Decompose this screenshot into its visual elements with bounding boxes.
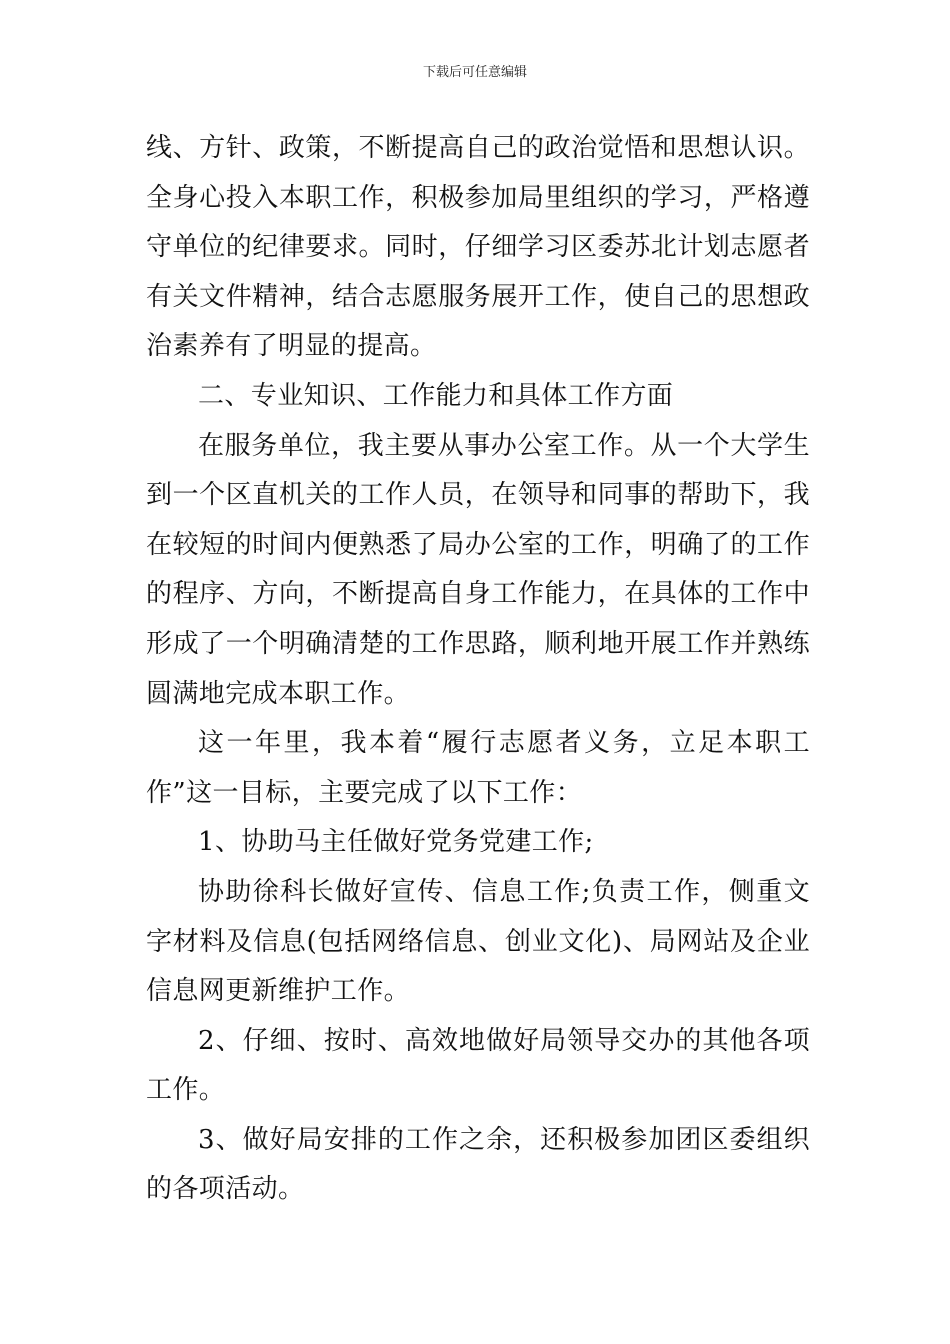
list-item-1: 1、协助马主任做好党务党建工作; xyxy=(198,827,594,858)
paragraph-office-work: 在服务单位，我主要从事办公室工作。从一个大学生到一个区直机关的工作人员，在领导和同事的帮助下，我在较短的时间内便熟悉了局办公室的工作，明确了的工作的程序、方向，不断提高自身工作能力，在具体的工作中形成了一个明确清楚的工作思路，顺利地开展工作并熟练圆满地完成本职工作。 xyxy=(146,430,810,709)
section-heading-professional: 二、专业知识、工作能力和具体工作方面 xyxy=(198,380,674,411)
paragraph-publicity-work: 协助徐科长做好宣传、信息工作;负责工作，侧重文字材料及信息(包括网络信息、创业文化)、局网站及企业信息网更新维护工作。 xyxy=(146,876,810,1007)
page-header: 下载后可任意编辑 xyxy=(422,65,527,80)
document-body xyxy=(146,124,810,1215)
list-item-2: 2、仔细、按时、高效地做好局领导交办的其他各项工作。 xyxy=(146,1025,810,1106)
paragraph-political-study: 线、方针、政策，不断提高自己的政治觉悟和思想认识。全身心投入本职工作，积极参加局里组织的学习，严格遵守单位的纪律要求。同时，仔细学习区委苏北计划志愿者有关文件精神，结合志愿服务展开工作，使自己的思想政治素养有了明显的提高。 xyxy=(146,133,810,362)
paragraph-year-goal: 这一年里，我本着“履行志愿者义务，立足本职工作”这一目标，主要完成了以下工作： xyxy=(146,728,810,808)
list-item-3: 3、做好局安排的工作之余，还积极参加团区委组织的各项活动。 xyxy=(146,1124,810,1205)
